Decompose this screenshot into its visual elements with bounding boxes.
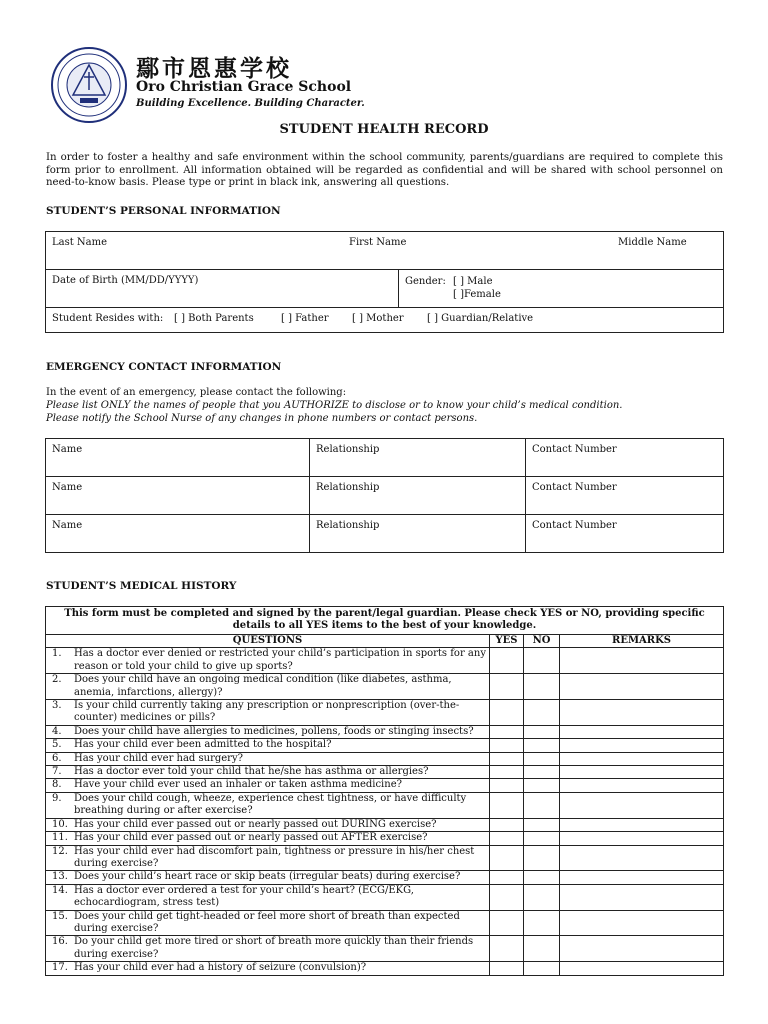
contact-relationship-field[interactable] [310, 439, 526, 477]
school-tagline: Building Excellence. Building Character. [136, 98, 365, 109]
yes-checkbox-cell[interactable] [490, 752, 524, 765]
question-cell [46, 832, 490, 845]
questions-column-header: QUESTIONS [46, 635, 490, 648]
personal-info-table [45, 231, 724, 333]
no-checkbox-cell[interactable] [524, 871, 560, 884]
question-number: 7. [52, 766, 62, 778]
remarks-field[interactable] [560, 962, 724, 975]
question-number: 17. [52, 962, 68, 974]
no-column-header: NO [524, 635, 560, 648]
yes-checkbox-cell[interactable] [490, 792, 524, 818]
question-number: 10. [52, 818, 68, 830]
emergency-contact-row [46, 515, 724, 553]
question-number: 13. [52, 871, 68, 883]
contact-relationship-label: Relationship [316, 520, 380, 531]
table-row [46, 962, 724, 975]
table-row [46, 739, 724, 752]
table-row [46, 792, 724, 818]
question-text: Have your child ever used an inhaler or taken asthma medicine? [74, 779, 402, 791]
emergency-instruction-3: Please notify the School Nurse of any changes in phone numbers or contact persons. [46, 413, 478, 424]
yes-checkbox-cell[interactable] [490, 648, 524, 674]
contact-number-field[interactable] [526, 515, 724, 553]
question-number: 2. [52, 674, 62, 686]
medical-instructions: This form must be completed and signed by the parent/legal guardian. Please check YES or NO, providing specific details to all YES items to the best of your knowledge. [46, 607, 724, 635]
question-number: 16. [52, 936, 68, 948]
remarks-field[interactable] [560, 674, 724, 700]
contact-number-field[interactable] [526, 477, 724, 515]
question-cell [46, 884, 490, 910]
middle-name-label: Middle Name [618, 237, 687, 248]
first-name-label: First Name [349, 237, 407, 248]
resides-label: Student Resides with: [52, 313, 164, 324]
no-checkbox-cell[interactable] [524, 779, 560, 792]
contact-name-label: Name [52, 520, 83, 531]
contact-relationship-label: Relationship [316, 444, 380, 455]
question-text: Has a doctor ever told your child that he/she has asthma or allergies? [74, 766, 429, 778]
remarks-field[interactable] [560, 648, 724, 674]
yes-column-header: YES [490, 635, 524, 648]
resides-mother-checkbox[interactable]: [ ] Mother [352, 313, 404, 324]
no-checkbox-cell[interactable] [524, 700, 560, 726]
contact-name-label: Name [52, 482, 83, 493]
school-name-chinese: 鄢市恩惠学校 [136, 55, 292, 82]
no-checkbox-cell[interactable] [524, 884, 560, 910]
yes-checkbox-cell[interactable] [490, 674, 524, 700]
contact-relationship-label: Relationship [316, 482, 380, 493]
contact-relationship-field[interactable] [310, 477, 526, 515]
table-row [46, 674, 724, 700]
question-number: 15. [52, 910, 68, 922]
table-row [46, 648, 724, 674]
question-text: Has a doctor ever denied or restricted your child’s participation in sports for any reason or told your child to give up sports? [74, 648, 486, 672]
remarks-field[interactable] [560, 936, 724, 962]
yes-checkbox-cell[interactable] [490, 779, 524, 792]
question-text: Has your child ever been admitted to the hospital? [74, 739, 332, 751]
table-row [46, 936, 724, 962]
emergency-instruction-2: Please list ONLY the names of people that you AUTHORIZE to disclose or to know your child’s medical condition. [46, 400, 623, 411]
question-text: Has a doctor ever ordered a test for your child’s heart? (ECG/EKG, echocardiogram, stress test) [74, 884, 414, 909]
remarks-field[interactable] [560, 884, 724, 910]
question-text: Has your child ever had a history of seizure (convulsion)? [74, 962, 367, 974]
yes-checkbox-cell[interactable] [490, 936, 524, 962]
contact-relationship-field[interactable] [310, 515, 526, 553]
contact-name-field[interactable] [46, 439, 310, 477]
table-row [46, 725, 724, 738]
yes-checkbox-cell[interactable] [490, 739, 524, 752]
contact-name-field[interactable] [46, 515, 310, 553]
medical-history-table [45, 606, 724, 976]
question-text: Does your child get tight-headed or feel more short of breath than expected during exercise? [74, 910, 460, 934]
name-row[interactable] [46, 232, 724, 270]
yes-checkbox-cell[interactable] [490, 910, 524, 936]
resides-father-checkbox[interactable]: [ ] Father [281, 313, 329, 324]
no-checkbox-cell[interactable] [524, 818, 560, 831]
no-checkbox-cell[interactable] [524, 962, 560, 975]
yes-checkbox-cell[interactable] [490, 871, 524, 884]
no-checkbox-cell[interactable] [524, 832, 560, 845]
question-number: 6. [52, 752, 62, 764]
yes-checkbox-cell[interactable] [490, 884, 524, 910]
question-number: 12. [52, 845, 68, 857]
dob-field[interactable] [46, 270, 399, 308]
gender-label: Gender: [405, 276, 446, 287]
contact-number-label: Contact Number [532, 482, 617, 493]
remarks-field[interactable] [560, 725, 724, 738]
contact-number-label: Contact Number [532, 520, 617, 531]
remarks-field[interactable] [560, 845, 724, 871]
no-checkbox-cell[interactable] [524, 910, 560, 936]
table-row [46, 700, 724, 726]
remarks-field[interactable] [560, 832, 724, 845]
dob-label: Date of Birth (MM/DD/YYYY) [52, 275, 199, 286]
remarks-field[interactable] [560, 792, 724, 818]
question-text: Does your child have an ongoing medical condition (like diabetes, asthma, anemia, infarctions, allergy)? [74, 674, 452, 698]
remarks-field[interactable] [560, 871, 724, 884]
table-row [46, 910, 724, 936]
school-seal-logo [50, 46, 128, 124]
yes-checkbox-cell[interactable] [490, 818, 524, 831]
question-cell [46, 648, 490, 674]
yes-checkbox-cell[interactable] [490, 766, 524, 779]
question-cell [46, 871, 490, 884]
contact-name-label: Name [52, 444, 83, 455]
question-text: Is your child currently taking any prescription or nonprescription (over-the- counter) medicines or pills? [74, 700, 460, 724]
table-row [46, 766, 724, 779]
emergency-contact-row [46, 439, 724, 477]
personal-info-heading: STUDENT’S PERSONAL INFORMATION [46, 205, 281, 217]
question-text: Do your child get more tired or short of breath more quickly than their friends during exercise? [74, 936, 474, 960]
remarks-field[interactable] [560, 910, 724, 936]
no-checkbox-cell[interactable] [524, 792, 560, 818]
contact-number-field[interactable] [526, 439, 724, 477]
question-cell [46, 936, 490, 962]
yes-checkbox-cell[interactable] [490, 962, 524, 975]
table-row [46, 818, 724, 831]
remarks-field[interactable] [560, 766, 724, 779]
question-number: 9. [52, 792, 62, 804]
no-checkbox-cell[interactable] [524, 725, 560, 738]
question-number: 3. [52, 700, 62, 712]
no-checkbox-cell[interactable] [524, 752, 560, 765]
contact-number-label: Contact Number [532, 444, 617, 455]
page-title: STUDENT HEALTH RECORD [279, 122, 489, 137]
school-name-english: Oro Christian Grace School [136, 79, 352, 95]
remarks-field[interactable] [560, 739, 724, 752]
table-row [46, 871, 724, 884]
no-checkbox-cell[interactable] [524, 739, 560, 752]
question-cell [46, 674, 490, 700]
question-cell [46, 818, 490, 831]
question-number: 5. [52, 739, 62, 751]
question-cell [46, 739, 490, 752]
question-cell [46, 779, 490, 792]
no-checkbox-cell[interactable] [524, 936, 560, 962]
remarks-field[interactable] [560, 818, 724, 831]
no-checkbox-cell[interactable] [524, 766, 560, 779]
school-header [50, 46, 450, 116]
question-number: 14. [52, 884, 68, 896]
question-cell [46, 962, 490, 975]
question-cell [46, 766, 490, 779]
resides-row [46, 308, 724, 333]
resides-both-parents-checkbox[interactable]: [ ] Both Parents [174, 313, 254, 324]
question-cell [46, 910, 490, 936]
intro-paragraph: In order to foster a healthy and safe environment within the school community, parents/guardians are required to complete this form prior to enrollment. All information obtained will be regarded as confidential and will be shared with school personnel on need-to-know basis. Please type or print in black ink, answering all questions. [46, 152, 723, 189]
yes-checkbox-cell[interactable] [490, 845, 524, 871]
emergency-contact-table [45, 438, 724, 553]
medical-history-heading: STUDENT’S MEDICAL HISTORY [46, 580, 237, 592]
yes-checkbox-cell[interactable] [490, 700, 524, 726]
remarks-field[interactable] [560, 752, 724, 765]
yes-checkbox-cell[interactable] [490, 725, 524, 738]
no-checkbox-cell[interactable] [524, 845, 560, 871]
question-text: Has your child ever had discomfort pain, tightness or pressure in his/her chest during exercise? [74, 845, 475, 869]
question-number: 4. [52, 725, 62, 737]
question-number: 8. [52, 779, 62, 791]
question-text: Has your child ever passed out or nearly passed out DURING exercise? [74, 818, 437, 830]
last-name-label: Last Name [52, 237, 108, 248]
remarks-field[interactable] [560, 700, 724, 726]
table-row [46, 752, 724, 765]
table-row [46, 884, 724, 910]
emergency-instruction-1: In the event of an emergency, please contact the following: [46, 387, 347, 398]
question-cell [46, 845, 490, 871]
question-text: Has your child ever passed out or nearly passed out AFTER exercise? [74, 832, 428, 844]
question-number: 11. [52, 832, 68, 844]
question-number: 1. [52, 648, 62, 660]
table-row [46, 779, 724, 792]
no-checkbox-cell[interactable] [524, 648, 560, 674]
gender-male-checkbox[interactable]: [ ] Male [453, 276, 493, 287]
contact-name-field[interactable] [46, 477, 310, 515]
question-text: Does your child’s heart race or skip beats (irregular beats) during exercise? [74, 871, 461, 883]
remarks-field[interactable] [560, 779, 724, 792]
question-cell [46, 752, 490, 765]
no-checkbox-cell[interactable] [524, 674, 560, 700]
gender-female-checkbox[interactable]: [ ]Female [453, 289, 501, 300]
emergency-heading: EMERGENCY CONTACT INFORMATION [46, 361, 282, 373]
emergency-contact-row [46, 477, 724, 515]
gender-field[interactable] [399, 270, 724, 308]
yes-checkbox-cell[interactable] [490, 832, 524, 845]
remarks-column-header: REMARKS [560, 635, 724, 648]
question-text: Does your child have allergies to medicines, pollens, foods or stinging insects? [74, 725, 474, 737]
table-row [46, 832, 724, 845]
question-cell [46, 700, 490, 726]
table-row [46, 845, 724, 871]
question-text: Does your child cough, wheeze, experience chest tightness, or have difficulty breathing during or after exercise? [74, 792, 467, 817]
question-cell [46, 792, 490, 818]
resides-guardian-checkbox[interactable]: [ ] Guardian/Relative [427, 313, 534, 324]
question-text: Has your child ever had surgery? [74, 752, 243, 764]
question-cell [46, 725, 490, 738]
